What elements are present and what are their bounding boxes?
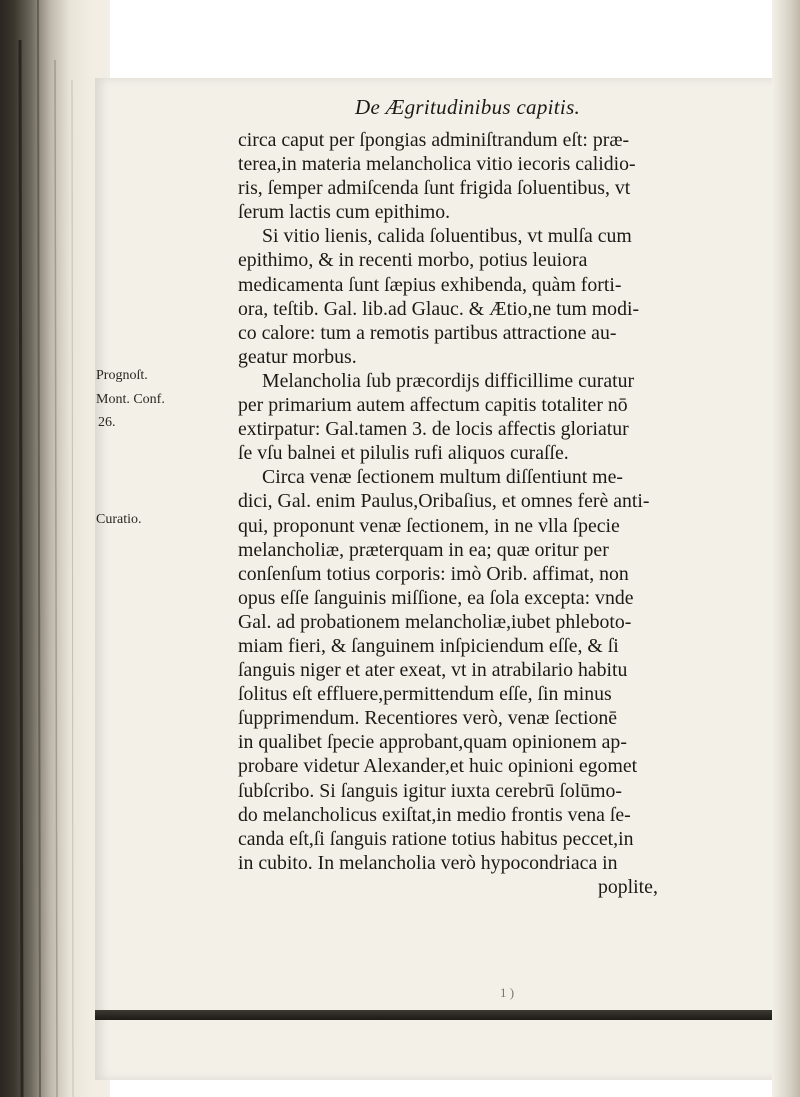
text-line: ris, ſemper admiſcenda ſunt frigida ſoluentibus, vt [238,177,631,200]
text-line: medicamenta ſunt ſæpius exhibenda, quàm forti- [238,273,622,296]
running-head: De Ægritudinibus capitis. [355,95,581,119]
margin-note-mont-conf: Mont. Conf. [96,392,165,407]
text-line: co calore: tum a remotis partibus attractione au- [238,321,617,344]
page-bottom-edge [95,1010,800,1020]
text-line: in cubito. In melancholia verò hypocondriaca in [238,851,618,874]
text-line: ſupprimendum. Recentiores verò, venæ ſectionē [238,707,618,730]
margin-note-number: 26. [98,415,116,430]
text-line: do melancholicus exiſtat,in medio frontis vena ſe- [238,803,631,826]
text-line: Circa venæ ſectionem multum diſſentiunt me- [262,466,623,489]
text-line: ſe vſu balnei et pilulis rufi aliquos curaſſe. [238,442,569,465]
text-line: ſolitus eſt effluere,permittendum eſſe, ſin minus [238,683,612,706]
text-line: ora, teſtib. Gal. lib.ad Glauc. & Ætio,ne tum modi- [238,297,640,320]
text-line: melancholiæ, præterquam in ea; quæ oritur per [238,538,609,561]
text-line: in qualibet ſpecie approbant,quam opinionem ap- [238,731,627,754]
text-line: extirpatur: Gal.tamen 3. de locis affectis gloriatur [238,418,629,441]
margin-note-curatio: Curatio. [96,512,142,527]
text-line: terea,in materia melancholica vitio iecoris calidio- [238,153,636,176]
text-line: ſubſcribo. Si ſanguis igitur iuxta cerebrū ſolūmo- [238,779,623,802]
text-line: conſenſum totius corporis: imò Orib. affimat, non [238,562,629,585]
text-line: geatur morbus. [238,345,357,368]
text-line: probare videtur Alexander,et huic opinioni egomet [238,755,638,778]
body-text [238,128,728,899]
text-line: ſerum lactis cum epithimo. [238,201,451,224]
text-line: canda eſt,ſi ſanguis ratione totius habitus peccet,in [238,827,634,850]
text-line: dici, Gal. enim Paulus,Oribaſius, et omnes ferè anti- [238,490,650,513]
text-line: miam fieri, & ſanguinem inſpiciendum eſſe, & ſi [238,634,619,657]
text-line: opus eſſe ſanguinis miſſione, ea ſola excepta: vnde [238,586,634,609]
gutter-shadow-lines [0,0,110,1097]
text-line: Si vitio lienis, calida ſoluentibus, vt mulſa cum [262,225,632,248]
text-line: ſanguis niger et ater exeat, vt in atrabilario habitu [238,659,628,682]
bottom-fragment: 1 ) [500,985,515,1000]
text-line: Melancholia ſub præcordijs difficillime curatur [262,369,635,392]
text-line: epithimo, & in recenti morbo, potius leuiora [238,249,588,272]
text-line: circa caput per ſpongias adminiſtrandum eſt: præ- [238,129,630,151]
text-line: per primarium autem affectum capitis totaliter nō [238,394,628,417]
catchword: poplite, [598,875,658,898]
margin-note-prognost: Prognoſt. [96,368,148,383]
page-right-edge [772,0,800,1097]
text-line: qui, proponunt venæ ſectionem, in ne vlla ſpecie [238,514,620,537]
text-line: Gal. ad probationem melancholiæ,iubet phleboto- [238,610,632,633]
